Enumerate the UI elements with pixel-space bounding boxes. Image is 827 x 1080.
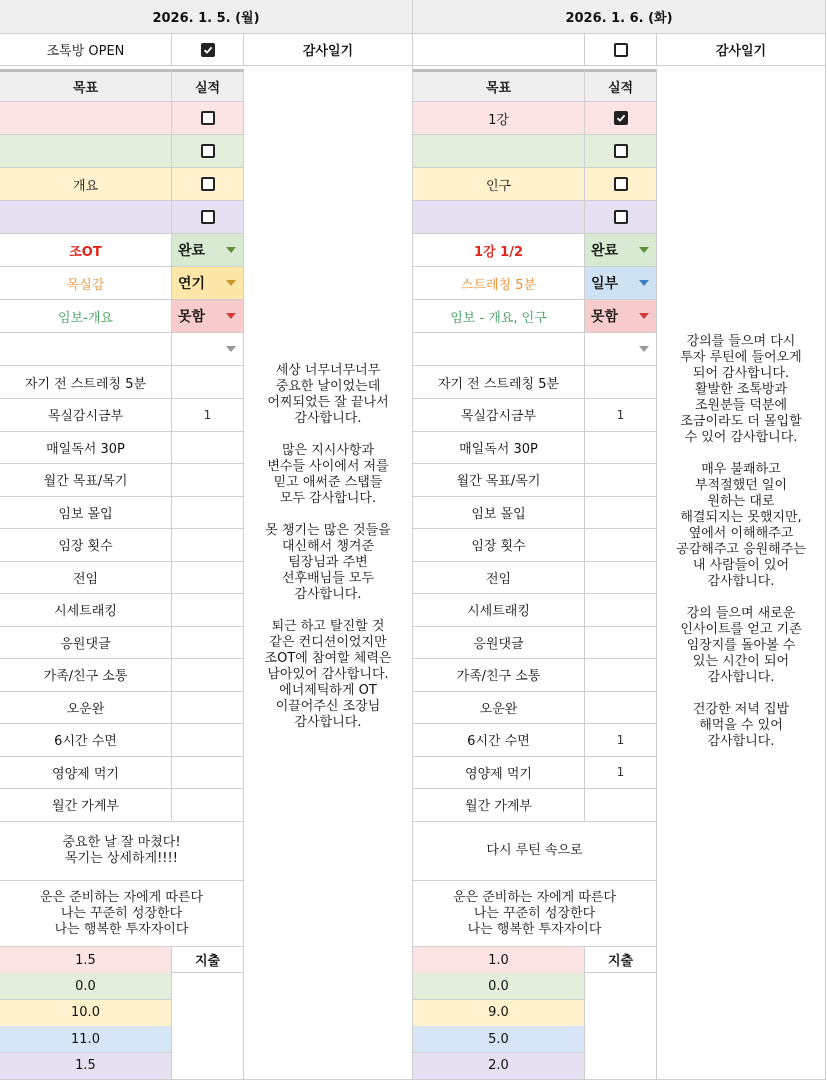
spend-notes[interactable] <box>172 973 244 1080</box>
routine-name: 시세트래킹 <box>0 594 172 627</box>
goal-item[interactable] <box>0 135 172 168</box>
spend-header: 지출 <box>172 947 244 973</box>
spending-value[interactable]: 5.0 <box>413 1026 585 1053</box>
status-value: 일부 <box>591 276 619 292</box>
chevron-down-icon[interactable] <box>226 280 236 286</box>
chevron-down-icon[interactable] <box>639 247 649 253</box>
routine-name: 임보 몰입 <box>413 496 585 529</box>
room-open-checkbox-cell[interactable] <box>585 34 657 66</box>
goal-checkbox[interactable] <box>614 210 628 224</box>
routine-name: 자기 전 스트레칭 5분 <box>0 366 172 399</box>
diary-paragraph: 못 챙기는 많은 것들을 대신해서 챙겨준 팀장님과 주변 선후배님들 모두 감사합니다. <box>265 523 391 602</box>
room-open-checkbox-cell[interactable] <box>172 34 244 66</box>
goal-check-cell[interactable] <box>585 102 657 135</box>
status-value: 못함 <box>591 309 619 325</box>
routine-value[interactable] <box>172 659 244 692</box>
spending-value[interactable]: 2.0 <box>413 1053 585 1080</box>
routine-value[interactable] <box>172 756 244 789</box>
routine-value[interactable]: 1 <box>585 724 657 757</box>
room-open-label <box>413 34 585 66</box>
routine-value[interactable] <box>585 464 657 497</box>
routine-value[interactable] <box>172 496 244 529</box>
task-item[interactable]: 임보-개요 <box>0 300 172 333</box>
daily-memo[interactable]: 중요한 날 잘 마쳤다! 목기는 상세하게!!!! <box>0 821 244 881</box>
task-item[interactable]: 스트레칭 5분 <box>413 267 585 300</box>
routine-name: 월간 가계부 <box>0 789 172 822</box>
spending-value[interactable]: 1.0 <box>413 947 585 974</box>
task-item[interactable] <box>413 333 585 366</box>
goal-check-cell[interactable] <box>172 102 244 135</box>
routine-value[interactable] <box>585 529 657 562</box>
routine-name: 응원댓글 <box>413 626 585 659</box>
routine-value[interactable] <box>172 366 244 399</box>
routine-name: 임장 횟수 <box>413 529 585 562</box>
routine-value[interactable] <box>172 464 244 497</box>
status-dropdown[interactable] <box>585 267 657 300</box>
goal-item[interactable]: 1강 <box>413 102 585 135</box>
routine-name: 월간 가계부 <box>413 789 585 822</box>
result-header: 실적 <box>172 69 244 102</box>
routine-value[interactable]: 1 <box>172 399 244 432</box>
diary-text <box>657 334 825 766</box>
routine-name: 오운완 <box>0 691 172 724</box>
spending-value[interactable]: 0.0 <box>0 973 172 1000</box>
spend-notes[interactable] <box>585 973 657 1080</box>
routine-name: 목실감시금부 <box>413 399 585 432</box>
routine-name: 가족/친구 소통 <box>0 659 172 692</box>
routine-value[interactable] <box>585 431 657 464</box>
diary-text <box>244 363 412 747</box>
spending-value[interactable]: 0.0 <box>413 973 585 1000</box>
task-item[interactable]: 1강 1/2 <box>413 234 585 267</box>
gratitude-diary[interactable] <box>657 66 826 1080</box>
chevron-down-icon[interactable] <box>226 313 236 319</box>
routine-value[interactable] <box>172 691 244 724</box>
diary-paragraph: 퇴근 하고 탈진할 것 같은 컨디션이었지만 조OT에 참여할 체력은 남아있어 감사합니다. 에너제틱하게 OT 이끌어주신 조장님 감사합니다. <box>264 619 392 730</box>
task-item[interactable] <box>0 333 172 366</box>
routine-value[interactable] <box>585 691 657 724</box>
room-open-label: 조톡방 OPEN <box>0 34 172 66</box>
chevron-down-icon[interactable] <box>639 280 649 286</box>
routine-value[interactable] <box>172 724 244 757</box>
goal-header: 목표 <box>413 69 585 102</box>
goal-item[interactable] <box>413 201 585 234</box>
routine-value[interactable] <box>172 594 244 627</box>
diary-header: 감사일기 <box>657 34 826 66</box>
result-header: 실적 <box>585 69 657 102</box>
goal-checkbox[interactable] <box>201 144 215 158</box>
status-dropdown[interactable] <box>585 333 657 366</box>
affirmation: 운은 준비하는 자에게 따른다 나는 꾸준히 성장한다 나는 행복한 투자자이다 <box>0 881 244 947</box>
gratitude-diary[interactable] <box>244 66 413 1080</box>
goal-check-cell[interactable] <box>172 201 244 234</box>
routine-name: 목실감시금부 <box>0 399 172 432</box>
status-value: 완료 <box>178 243 206 259</box>
routine-value[interactable] <box>172 561 244 594</box>
routine-name: 임장 횟수 <box>0 529 172 562</box>
date-header: 2026. 1. 5. (월) <box>0 0 413 34</box>
diary-paragraph: 세상 너무너무너무 중요한 날이었는데 어찌되었든 잘 끝나서 감사합니다. <box>267 363 389 426</box>
spending-value[interactable]: 11.0 <box>0 1026 172 1053</box>
routine-value[interactable] <box>172 789 244 822</box>
diary-header: 감사일기 <box>244 34 413 66</box>
routine-name: 응원댓글 <box>0 626 172 659</box>
goal-check-cell[interactable] <box>172 168 244 201</box>
routine-name: 월간 목표/목기 <box>413 464 585 497</box>
goal-checkbox[interactable] <box>201 111 215 125</box>
routine-value[interactable] <box>172 529 244 562</box>
chevron-down-icon[interactable] <box>639 346 649 352</box>
status-dropdown[interactable] <box>172 333 244 366</box>
task-item[interactable]: 조OT <box>0 234 172 267</box>
routine-value[interactable]: 1 <box>585 756 657 789</box>
goal-item[interactable] <box>0 102 172 135</box>
diary-paragraph: 많은 지시사항과 변수들 사이에서 저를 믿고 애써준 스탭들 모두 감사합니다. <box>267 443 389 506</box>
status-dropdown[interactable] <box>172 267 244 300</box>
goal-check-cell[interactable] <box>585 168 657 201</box>
routine-name: 영양제 먹기 <box>413 756 585 789</box>
spending-value[interactable]: 9.0 <box>413 1000 585 1027</box>
goal-item[interactable] <box>413 135 585 168</box>
routine-value[interactable] <box>585 366 657 399</box>
goal-checkbox[interactable] <box>614 111 628 125</box>
routine-value[interactable] <box>585 594 657 627</box>
status-value: 못함 <box>178 309 206 325</box>
goal-item[interactable]: 인구 <box>413 168 585 201</box>
routine-value[interactable] <box>585 496 657 529</box>
routine-value[interactable] <box>585 626 657 659</box>
routine-name: 시세트래킹 <box>413 594 585 627</box>
goal-item[interactable]: 개요 <box>0 168 172 201</box>
goal-header: 목표 <box>0 69 172 102</box>
goal-item[interactable] <box>0 201 172 234</box>
status-dropdown[interactable] <box>585 300 657 333</box>
room-open-checkbox[interactable] <box>614 43 628 57</box>
routine-value[interactable]: 1 <box>585 399 657 432</box>
status-dropdown[interactable] <box>585 234 657 267</box>
spending-value[interactable]: 10.0 <box>0 1000 172 1027</box>
room-open-checkbox[interactable] <box>201 43 215 57</box>
diary-paragraph: 강의를 들으며 다시 투자 루틴에 들어오게 되어 감사합니다. 활발한 조톡방과 조원분들 덕분에 조금이라도 더 몰입할 수 있어 감사합니다. <box>680 334 802 445</box>
routine-name: 가족/친구 소통 <box>413 659 585 692</box>
chevron-down-icon[interactable] <box>639 313 649 319</box>
daily-memo[interactable]: 다시 루틴 속으로 <box>413 821 657 881</box>
goal-check-cell[interactable] <box>585 201 657 234</box>
routine-name: 전임 <box>0 561 172 594</box>
goal-checkbox[interactable] <box>201 210 215 224</box>
routine-value[interactable] <box>172 626 244 659</box>
goal-checkbox[interactable] <box>614 144 628 158</box>
routine-name: 영양제 먹기 <box>0 756 172 789</box>
status-dropdown[interactable] <box>172 234 244 267</box>
routine-name: 매일독서 30P <box>413 431 585 464</box>
chevron-down-icon[interactable] <box>226 346 236 352</box>
task-item[interactable]: 목실감 <box>0 267 172 300</box>
affirmation: 운은 준비하는 자에게 따른다 나는 꾸준히 성장한다 나는 행복한 투자자이다 <box>413 881 657 947</box>
spend-header: 지출 <box>585 947 657 973</box>
status-value: 연기 <box>178 276 206 292</box>
routine-name: 전임 <box>413 561 585 594</box>
routine-name: 임보 몰입 <box>0 496 172 529</box>
diary-paragraph: 건강한 저녁 집밥 해먹을 수 있어 감사합니다. <box>692 702 790 749</box>
routine-name: 6시간 수면 <box>0 724 172 757</box>
task-item[interactable]: 임보 - 개요, 인구 <box>413 300 585 333</box>
routine-value[interactable] <box>585 789 657 822</box>
status-dropdown[interactable] <box>172 300 244 333</box>
spending-value[interactable]: 1.5 <box>0 1053 172 1080</box>
routine-value[interactable] <box>172 431 244 464</box>
diary-paragraph: 강의 들으며 새로운 인사이트를 얻고 기존 임장지를 돌아볼 수 있는 시간이 되어 감사합니다. <box>680 606 802 685</box>
goal-check-cell[interactable] <box>172 135 244 168</box>
goal-check-cell[interactable] <box>585 135 657 168</box>
spending-value[interactable]: 1.5 <box>0 947 172 974</box>
status-value: 완료 <box>591 243 619 259</box>
routine-name: 매일독서 30P <box>0 431 172 464</box>
routine-value[interactable] <box>585 561 657 594</box>
routine-value[interactable] <box>585 659 657 692</box>
date-header: 2026. 1. 6. (화) <box>413 0 826 34</box>
goal-checkbox[interactable] <box>614 177 628 191</box>
routine-name: 자기 전 스트레칭 5분 <box>413 366 585 399</box>
routine-name: 6시간 수면 <box>413 724 585 757</box>
goal-checkbox[interactable] <box>201 177 215 191</box>
diary-paragraph: 매우 불쾌하고 부적절했던 일이 원하는 대로 해결되지는 못했지만, 옆에서 이해해주고 공감해주고 응원해주는 내 사람들이 있어 감사합니다. <box>676 462 806 589</box>
routine-name: 월간 목표/목기 <box>0 464 172 497</box>
chevron-down-icon[interactable] <box>226 247 236 253</box>
routine-name: 오운완 <box>413 691 585 724</box>
